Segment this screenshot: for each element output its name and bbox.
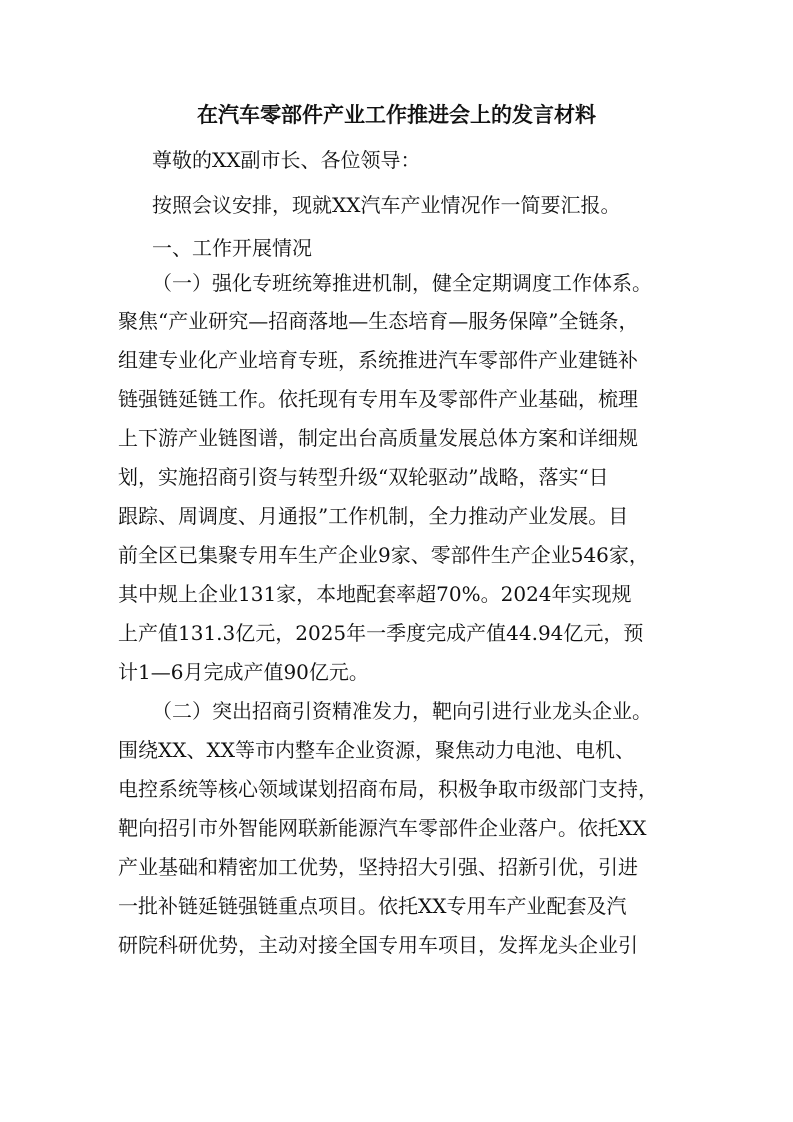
paragraph-line: 链强链延链工作。依托现有专用车及零部件产业基础，梳理	[118, 387, 638, 411]
paragraph-line: 聚焦“产业研究—招商落地—生态培育—服务保障”全链条，	[118, 309, 639, 333]
paragraph-line: 产业基础和精密加工优势，坚持招大引强、招新引优，引进	[118, 855, 638, 879]
paragraph-line: 前全区已集聚专用车生产企业9家、零部件生产企业546家，	[118, 543, 649, 567]
document-title: 在汽车零部件产业工作推进会上的发言材料	[197, 102, 596, 127]
greeting-line: 尊敬的XX副市长、各位领导：	[152, 148, 421, 172]
paragraph-line: 一批补链延链强链重点项目。依托XX专用车产业配套及汽	[118, 894, 627, 918]
paragraph-line: （一）强化专班统筹推进机制，健全定期调度工作体系。	[152, 271, 652, 295]
paragraph-line: 计1—6月完成产值90亿元。	[118, 660, 369, 684]
intro-line: 按照会议安排，现就XX汽车产业情况作一简要汇报。	[152, 193, 621, 217]
paragraph-line: 靶向招引市外智能网联新能源汽车零部件企业落户。依托XX	[118, 816, 647, 840]
paragraph-line: 组建专业化产业培育专班，系统推进汽车零部件产业建链补	[118, 348, 638, 372]
paragraph-line: 上产值131.3亿元，2025年一季度完成产值44.94亿元，预	[118, 621, 644, 645]
paragraph-line: 上下游产业链图谱，制定出台高质量发展总体方案和详细规	[118, 426, 638, 450]
paragraph-line: 划，实施招商引资与转型升级“双轮驱动”战略，落实“日	[118, 465, 609, 489]
paragraph-line: （二）突出招商引资精准发力，靶向引进行业龙头企业。	[152, 699, 652, 723]
paragraph-line: 研院科研优势，主动对接全国专用车项目，发挥龙头企业引	[118, 933, 638, 957]
paragraph-line: 跟踪、周调度、月通报”工作机制，全力推动产业发展。目	[118, 504, 629, 528]
paragraph-line: 其中规上企业131家，本地配套率超70%。2024年实现规	[118, 582, 632, 606]
paragraph-line: 电控系统等核心领域谋划招商布局，积极争取市级部门支持，	[118, 777, 658, 801]
paragraph-line: 围绕XX、XX等市内整车企业资源，聚焦动力电池、电机、	[118, 738, 635, 762]
section-heading: 一、工作开展情况	[152, 236, 312, 260]
